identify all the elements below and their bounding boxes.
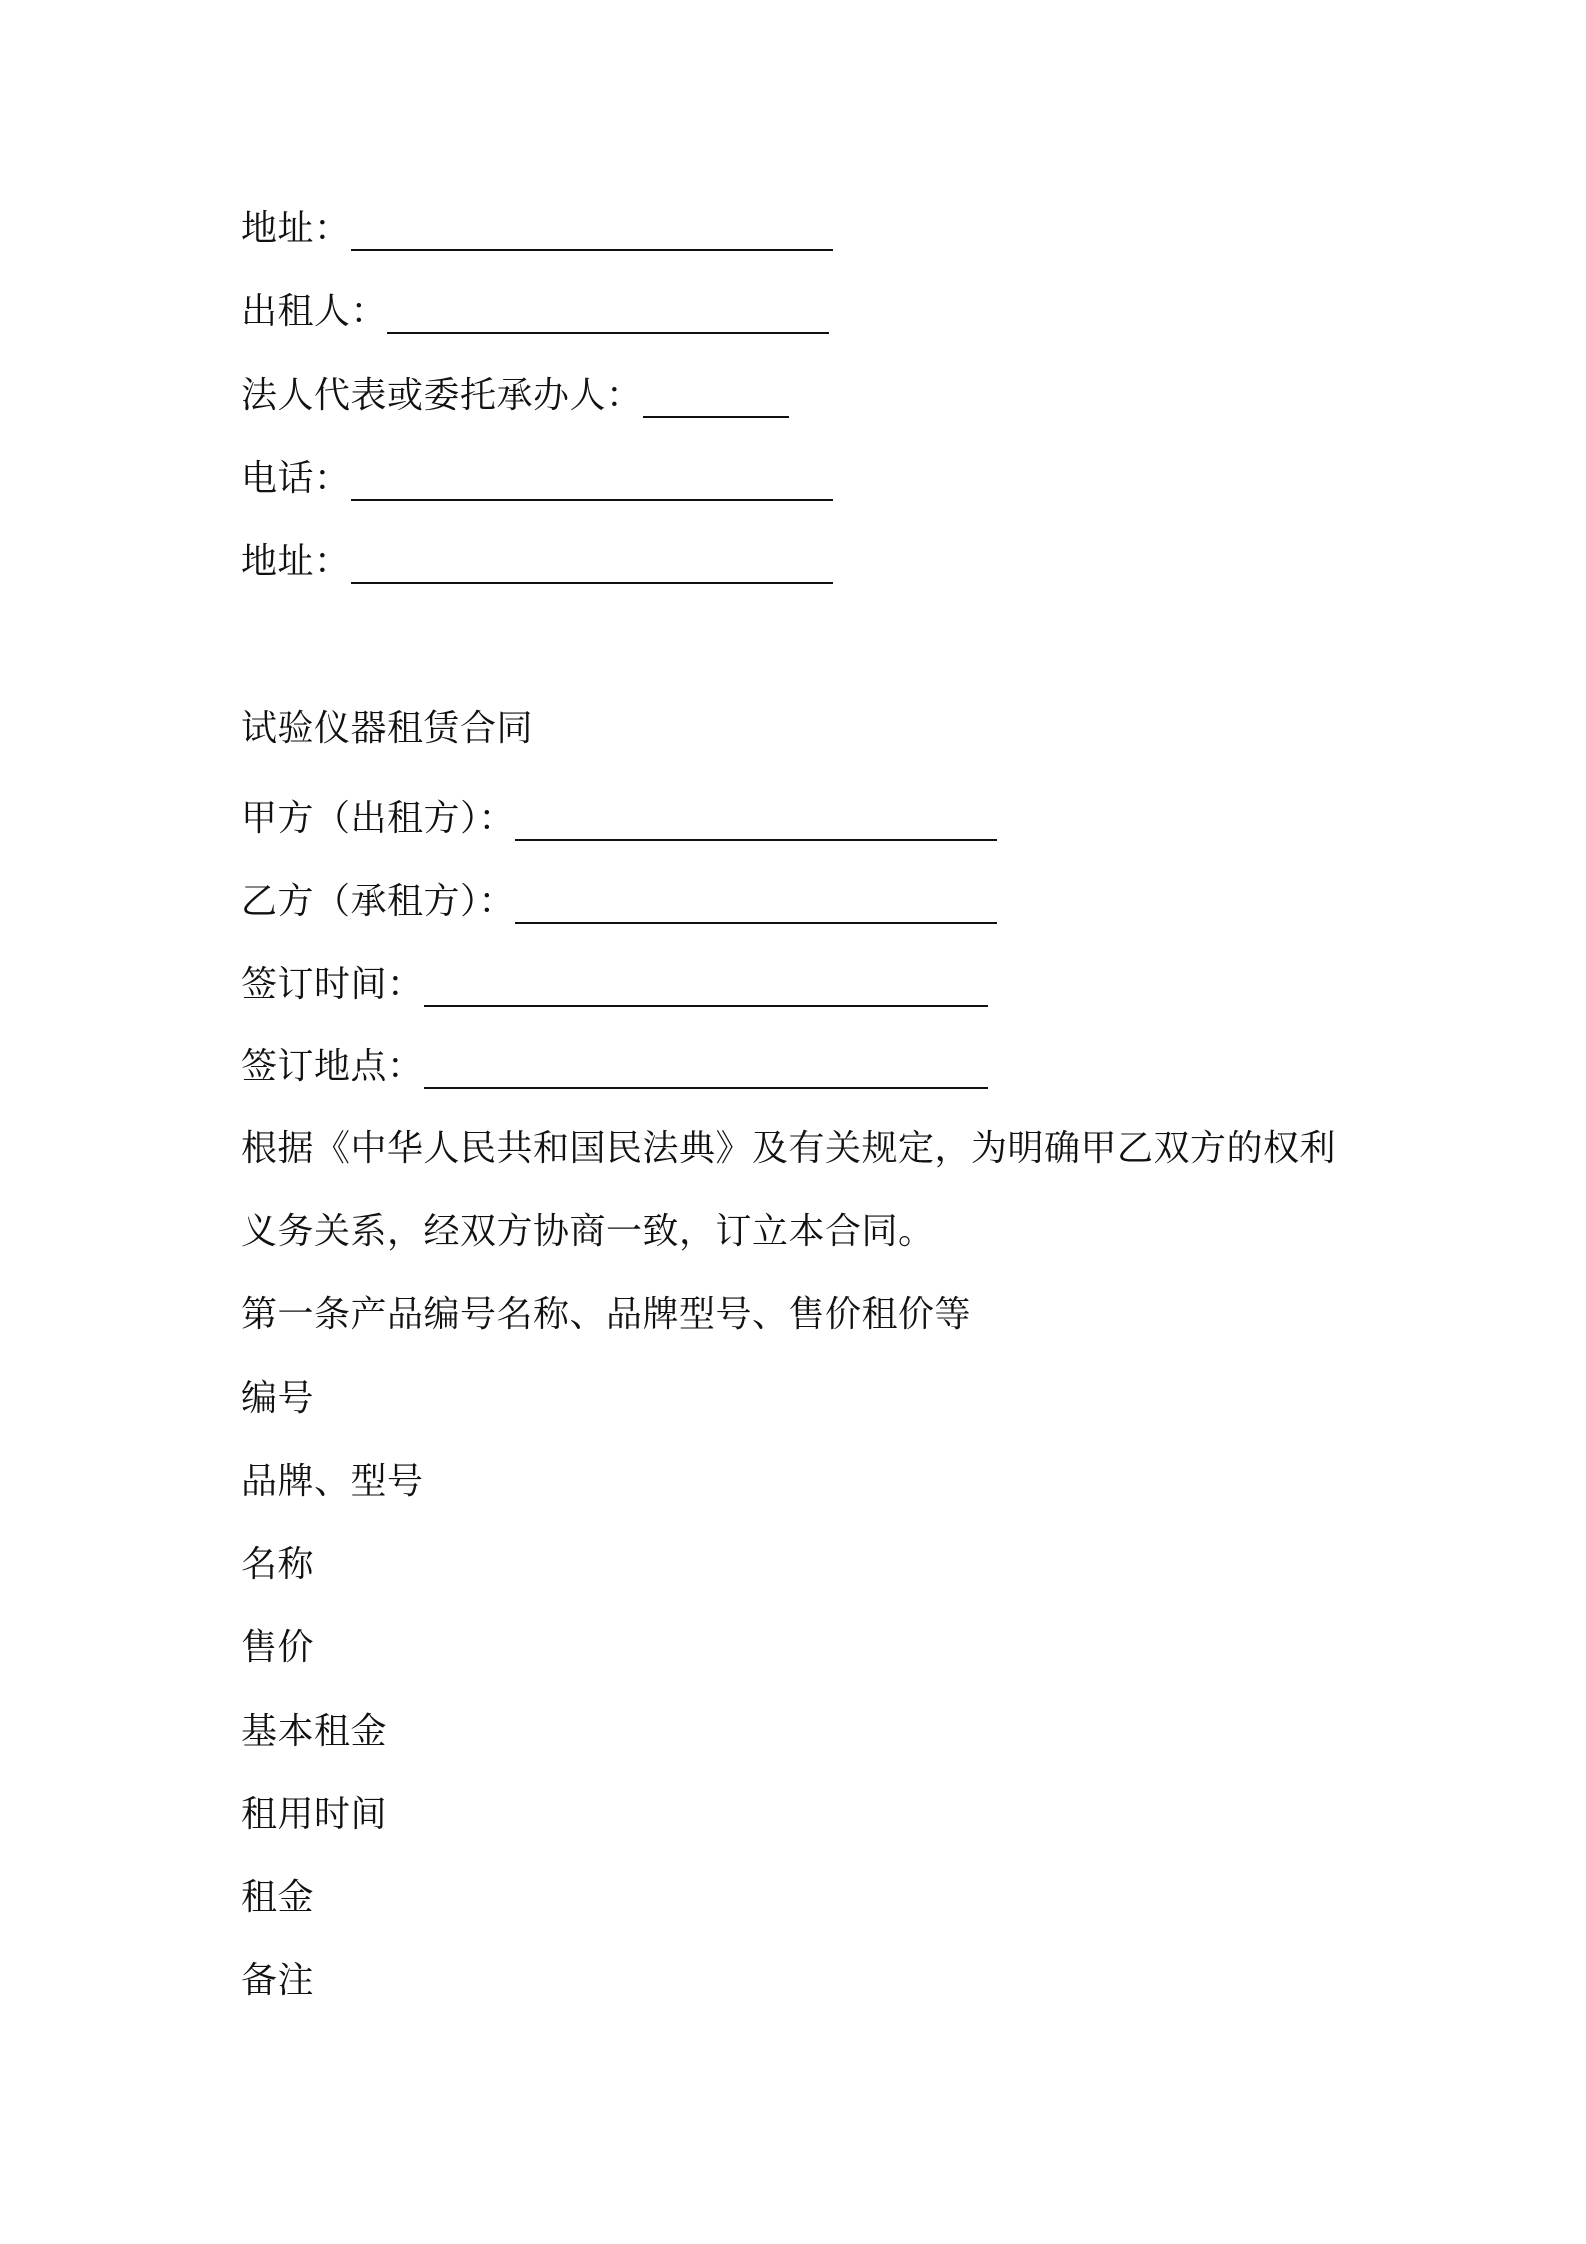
- sign-place-field: [241, 1040, 988, 1094]
- article-1-heading: 第一条产品编号名称、品牌型号、售价租价等: [241, 1294, 972, 1335]
- preamble-line-2: 义务关系，经双方协商一致，订立本合同。: [241, 1211, 935, 1252]
- item-number: 编号: [241, 1378, 315, 1419]
- item-rent-period: 租用时间: [241, 1794, 388, 1835]
- phone-field: [241, 452, 833, 506]
- item-brand-model: 品牌、型号: [241, 1461, 424, 1502]
- item-remarks: 备注: [241, 1960, 315, 2001]
- sign-place-blank[interactable]: [424, 1040, 988, 1094]
- lessor-label: 出租人：: [241, 291, 388, 332]
- lessor-field: [241, 285, 829, 339]
- phone-label: 电话：: [241, 458, 351, 499]
- party-a-blank[interactable]: [515, 792, 997, 846]
- address-label: 地址：: [241, 208, 351, 249]
- legal-rep-label: 法人代表或委托承办人：: [241, 375, 643, 416]
- party-b-field: [241, 875, 997, 929]
- legal-rep-blank[interactable]: [643, 369, 789, 423]
- preamble-line-1: 根据《中华人民共和国民法典》及有关规定，为明确甲乙双方的权利: [241, 1128, 1337, 1169]
- party-b-blank[interactable]: [515, 875, 997, 929]
- sign-place-label: 签订地点：: [241, 1046, 424, 1087]
- contract-title: 试验仪器租赁合同: [241, 708, 534, 749]
- party-a-field: [241, 792, 997, 846]
- item-name: 名称: [241, 1544, 315, 1585]
- address-blank[interactable]: [351, 202, 833, 256]
- address-blank[interactable]: [351, 535, 833, 589]
- phone-blank[interactable]: [351, 452, 833, 506]
- sign-time-label: 签订时间：: [241, 964, 424, 1005]
- sign-time-blank[interactable]: [424, 958, 988, 1012]
- item-price: 售价: [241, 1627, 315, 1668]
- address-field-2: [241, 535, 833, 589]
- legal-rep-field: [241, 369, 789, 423]
- item-base-rent: 基本租金: [241, 1711, 388, 1752]
- address-label: 地址：: [241, 541, 351, 582]
- lessor-blank[interactable]: [387, 285, 829, 339]
- party-a-label: 甲方（出租方）：: [241, 798, 516, 839]
- party-b-label: 乙方（承租方）：: [241, 881, 516, 922]
- item-rent: 租金: [241, 1877, 315, 1918]
- sign-time-field: [241, 958, 988, 1012]
- address-field-1: [241, 202, 833, 256]
